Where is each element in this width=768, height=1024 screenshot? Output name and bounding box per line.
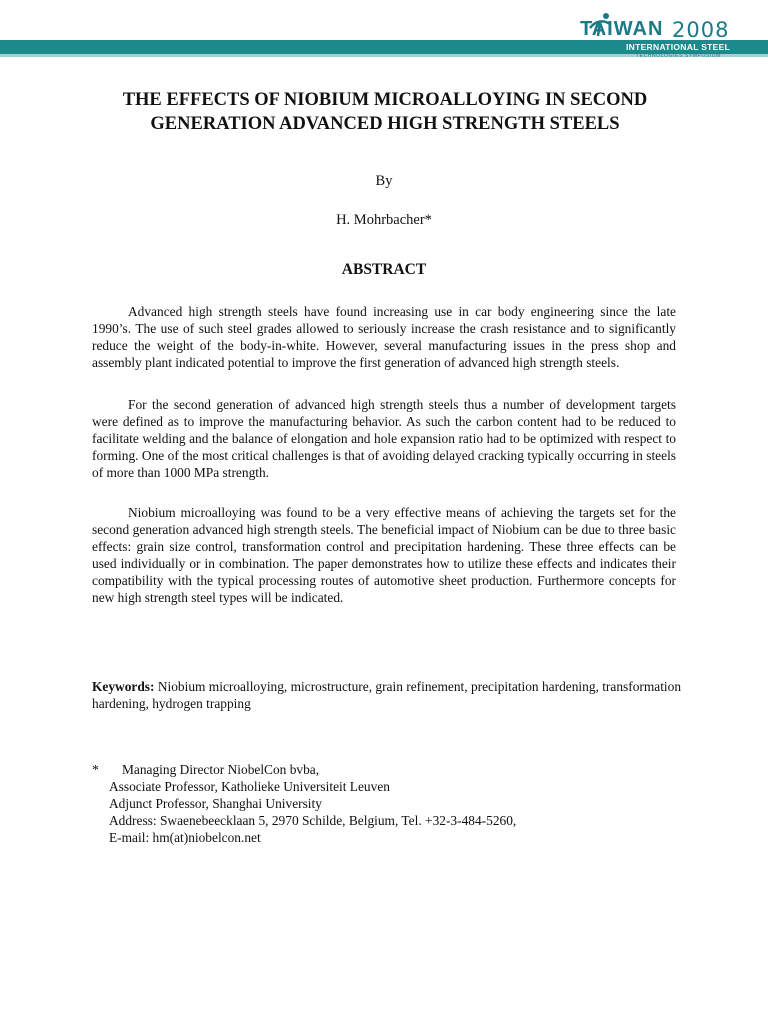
- abstract-paragraph: For the second generation of advanced high strength steels thus a number of development targets were defined as to improve the manufacturing behavior. As such the carbon content had to be reduced to facilitate welding and the balance of elongation and hole expansion ratio had to be optimized with respect to forming. One of the most critical challenges is that of avoiding delayed cracking typically occurring in steels of more than 1000 MPa strength.: [92, 397, 676, 480]
- footnote-line: E-mail: hm(at)niobelcon.net: [109, 830, 261, 845]
- abstract-paragraph: Advanced high strength steels have found increasing use in car body engineering since the late 1990’s. The use of such steel grades allowed to seriously increase the crash resistance and to significantly reduce the weight of the body-in-white. However, several manufacturing issues in the press shop and assembly plant indicated potential to improve the first generation of advanced high strength steels.: [92, 304, 676, 370]
- conference-logo: [576, 18, 746, 64]
- footnote-line: Associate Professor, Katholieke Universiteit Leuven: [109, 779, 390, 794]
- abstract-heading: ABSTRACT: [341, 261, 427, 278]
- footnote-marker: *: [92, 762, 99, 777]
- logo-subtitle: INTERNATIONAL STEEL: [626, 42, 731, 52]
- author-footnote: [92, 761, 692, 846]
- keywords-label: Keywords:: [92, 679, 155, 694]
- keywords-text: Niobium microalloying, microstructure, grain refinement, precipitation hardening, transformation hardening, hydrogen trapping: [92, 679, 682, 711]
- keywords-block: [92, 678, 692, 712]
- logo-year: 2008: [672, 18, 730, 42]
- author-name: H. Mohrbacher*: [336, 212, 432, 228]
- footnote-line: Adjunct Professor, Shanghai University: [109, 796, 322, 811]
- footnote-line: [92, 761, 692, 778]
- logo-wordmark: TAIWAN: [580, 18, 664, 40]
- abstract-paragraph: Niobium microalloying was found to be a very effective means of achieving the targets set for the second generation advanced high strength steels. The beneficial impact of Niobium can be due to three basic effects: grain size control, transformation control and precipitation hardening. These three effects can be used individually or in combination. The paper demonstrates how to utilize these effects and indicates their compatibility with the typical processing routes of automotive sheet production. Furthermore concepts for new high strength steel types will be indicated.: [92, 505, 676, 605]
- paper-title: THE EFFECTS OF NIOBIUM MICROALLOYING IN SECOND GENERATION ADVANCED HIGH STRENGTH STEELS: [122, 90, 648, 134]
- byline-label: By: [375, 173, 393, 189]
- logo-tagline: TECHNOLOGIES SYMPOSIUM: [636, 53, 721, 59]
- footnote-line: Address: Swaenebeecklaan 5, 2970 Schilde, Belgium, Tel. +32-3-484-5260,: [109, 813, 517, 828]
- footnote-text: Managing Director NiobelCon bvba,: [122, 762, 320, 777]
